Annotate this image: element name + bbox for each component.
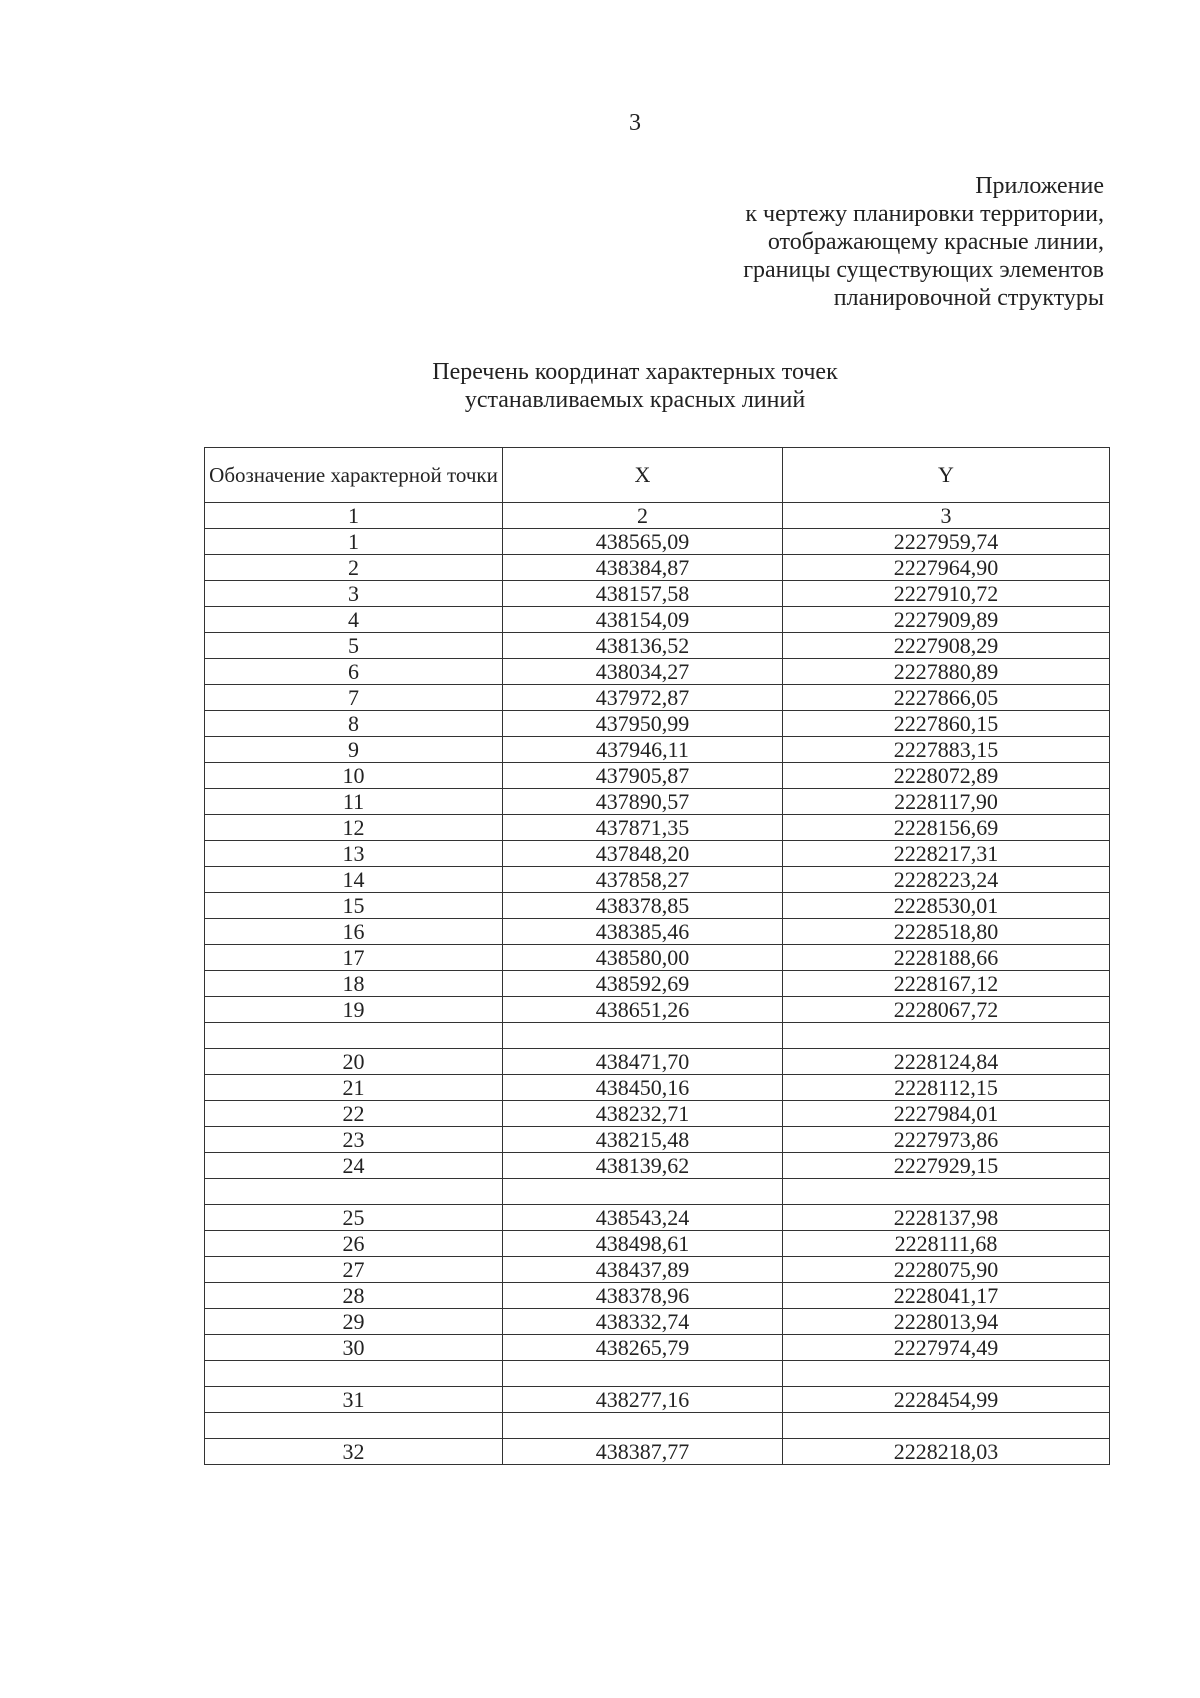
cell-point [205,1023,503,1049]
cell-point: 21 [205,1075,503,1101]
cell-x: 437905,87 [503,763,783,789]
table-row [205,1101,1110,1127]
column-number: 2 [503,503,783,529]
table-row [205,893,1110,919]
cell-y: 2227984,01 [783,1101,1110,1127]
cell-x: 437858,27 [503,867,783,893]
cell-x [503,1413,783,1439]
column-number-row [205,503,1110,529]
cell-x: 438034,27 [503,659,783,685]
table-row [205,1257,1110,1283]
cell-y: 2228075,90 [783,1257,1110,1283]
table-row [205,867,1110,893]
cell-y: 2228072,89 [783,763,1110,789]
cell-point: 20 [205,1049,503,1075]
header-y: Y [783,448,1110,503]
cell-x: 438157,58 [503,581,783,607]
cell-point: 8 [205,711,503,737]
cell-y: 2228013,94 [783,1309,1110,1335]
cell-point: 3 [205,581,503,607]
cell-point [205,1361,503,1387]
cell-x: 438580,00 [503,945,783,971]
cell-y: 2228217,31 [783,841,1110,867]
cell-x: 437871,35 [503,815,783,841]
cell-x: 438378,96 [503,1283,783,1309]
coordinates-table [204,447,1110,1465]
header-x: X [503,448,783,503]
header-point: Обозначение характерной точки [205,448,503,503]
cell-point: 5 [205,633,503,659]
cell-y: 2227929,15 [783,1153,1110,1179]
cell-x: 438543,24 [503,1205,783,1231]
cell-point: 28 [205,1283,503,1309]
cell-x: 437972,87 [503,685,783,711]
list-title-line: устанавливаемых красных линий [464,387,806,413]
cell-y: 2227964,90 [783,555,1110,581]
cell-x: 438651,26 [503,997,783,1023]
table-row [205,1309,1110,1335]
cell-y: 2228156,69 [783,815,1110,841]
cell-y: 2227910,72 [783,581,1110,607]
cell-x: 438592,69 [503,971,783,997]
table-row [205,1153,1110,1179]
table-row [205,1023,1110,1049]
cell-point: 30 [205,1335,503,1361]
cell-y: 2228218,03 [783,1439,1110,1465]
cell-x: 437946,11 [503,737,783,763]
table-row [205,1075,1110,1101]
cell-y: 2227860,15 [783,711,1110,737]
cell-y: 2227908,29 [783,633,1110,659]
table-row [205,763,1110,789]
column-number: 3 [783,503,1110,529]
cell-y: 2228518,80 [783,919,1110,945]
cell-y: 2228454,99 [783,1387,1110,1413]
cell-point [205,1413,503,1439]
table-row [205,1231,1110,1257]
list-title-line: Перечень координат характерных точек [432,359,838,385]
cell-y [783,1413,1110,1439]
cell-y: 2228124,84 [783,1049,1110,1075]
cell-x: 438450,16 [503,1075,783,1101]
cell-point: 15 [205,893,503,919]
table-row [205,1335,1110,1361]
cell-x: 438387,77 [503,1439,783,1465]
cell-x: 438471,70 [503,1049,783,1075]
cell-x [503,1023,783,1049]
cell-x: 438277,16 [503,1387,783,1413]
table-row [205,607,1110,633]
table-row [205,711,1110,737]
cell-point [205,1179,503,1205]
cell-point: 7 [205,685,503,711]
cell-x [503,1179,783,1205]
cell-x: 437890,57 [503,789,783,815]
cell-point: 4 [205,607,503,633]
table-row [205,685,1110,711]
cell-point: 23 [205,1127,503,1153]
cell-point: 11 [205,789,503,815]
cell-x: 438154,09 [503,607,783,633]
cell-point: 14 [205,867,503,893]
cell-point: 26 [205,1231,503,1257]
cell-y: 2228188,66 [783,945,1110,971]
cell-x: 438232,71 [503,1101,783,1127]
table-row [205,581,1110,607]
appendix-line: планировочной структуры [833,285,1104,311]
cell-y [783,1361,1110,1387]
cell-x [503,1361,783,1387]
cell-point: 22 [205,1101,503,1127]
table-row [205,919,1110,945]
cell-y: 2228530,01 [783,893,1110,919]
table-row [205,1439,1110,1465]
table-row [205,1127,1110,1153]
table-row [205,971,1110,997]
cell-point: 19 [205,997,503,1023]
cell-point: 10 [205,763,503,789]
cell-point: 24 [205,1153,503,1179]
cell-point: 18 [205,971,503,997]
cell-y: 2227866,05 [783,685,1110,711]
cell-x: 438384,87 [503,555,783,581]
table-row [205,945,1110,971]
cell-y: 2227880,89 [783,659,1110,685]
table-row [205,1387,1110,1413]
cell-x: 438265,79 [503,1335,783,1361]
table-row [205,997,1110,1023]
table-row [205,1205,1110,1231]
cell-y: 2228137,98 [783,1205,1110,1231]
cell-point: 13 [205,841,503,867]
table-row [205,555,1110,581]
cell-y: 2228117,90 [783,789,1110,815]
cell-point: 25 [205,1205,503,1231]
cell-y: 2228167,12 [783,971,1110,997]
appendix-line: границы существующих элементов [743,257,1104,283]
cell-point: 16 [205,919,503,945]
cell-x: 438215,48 [503,1127,783,1153]
cell-point: 29 [205,1309,503,1335]
cell-y: 2227909,89 [783,607,1110,633]
cell-point: 2 [205,555,503,581]
table-row [205,1413,1110,1439]
table-row [205,529,1110,555]
cell-y: 2227973,86 [783,1127,1110,1153]
column-number: 1 [205,503,503,529]
cell-x: 437848,20 [503,841,783,867]
cell-x: 438565,09 [503,529,783,555]
appendix-line: к чертежу планировки территории, [745,201,1104,227]
list-title [0,358,1200,414]
cell-y [783,1179,1110,1205]
appendix-note [743,172,1104,312]
table-row [205,815,1110,841]
cell-point: 27 [205,1257,503,1283]
cell-x: 438385,46 [503,919,783,945]
page-number: 3 [629,110,641,136]
table-body [205,529,1110,1465]
cell-point: 17 [205,945,503,971]
table-row [205,841,1110,867]
cell-y: 2227883,15 [783,737,1110,763]
cell-y: 2228111,68 [783,1231,1110,1257]
table-header-row [205,448,1110,503]
table-row [205,737,1110,763]
table-row [205,633,1110,659]
cell-y: 2228067,72 [783,997,1110,1023]
cell-x: 438332,74 [503,1309,783,1335]
cell-x: 438498,61 [503,1231,783,1257]
table-row [205,1283,1110,1309]
table-row [205,1179,1110,1205]
cell-point: 6 [205,659,503,685]
cell-y: 2228041,17 [783,1283,1110,1309]
cell-point: 31 [205,1387,503,1413]
table-row [205,789,1110,815]
cell-point: 32 [205,1439,503,1465]
cell-x: 438136,52 [503,633,783,659]
cell-y: 2227959,74 [783,529,1110,555]
cell-x: 437950,99 [503,711,783,737]
appendix-line: Приложение [975,173,1104,199]
cell-point: 12 [205,815,503,841]
table-row [205,1361,1110,1387]
cell-point: 1 [205,529,503,555]
cell-y: 2228112,15 [783,1075,1110,1101]
cell-x: 438139,62 [503,1153,783,1179]
cell-x: 438378,85 [503,893,783,919]
cell-y [783,1023,1110,1049]
cell-x: 438437,89 [503,1257,783,1283]
cell-y: 2227974,49 [783,1335,1110,1361]
table-row [205,659,1110,685]
cell-point: 9 [205,737,503,763]
cell-y: 2228223,24 [783,867,1110,893]
appendix-line: отображающему красные линии, [767,229,1104,255]
table-row [205,1049,1110,1075]
